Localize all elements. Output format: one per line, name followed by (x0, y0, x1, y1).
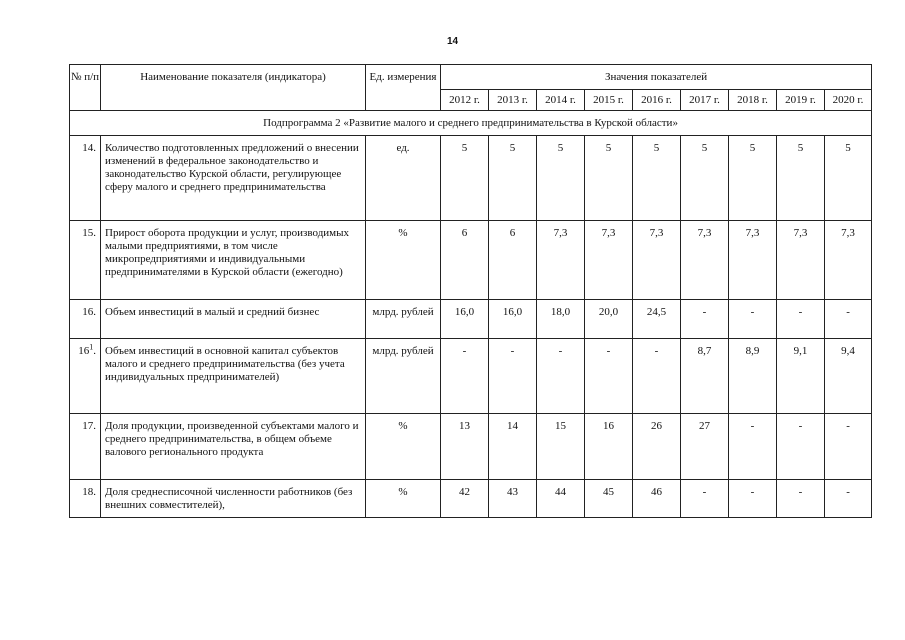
value-cell: 7,3 (825, 221, 872, 300)
indicator-name: Количество подготовленных предложений о внесении изменений в федеральное законодательство и законодательство Курской области, регулирующее сферу малого и среднего предпринимательства (101, 136, 366, 221)
subprogram-title: Подпрограмма 2 «Развитие малого и среднего предпринимательства в Курской области» (70, 111, 872, 136)
value-cell: 14 (489, 414, 537, 480)
value-cell: 8,7 (681, 339, 729, 414)
value-cell: - (825, 414, 872, 480)
value-cell: 5 (681, 136, 729, 221)
value-cell: 7,3 (777, 221, 825, 300)
unit-cell: ед. (366, 136, 441, 221)
value-cell: - (681, 300, 729, 339)
page-number: 14 (446, 36, 459, 47)
value-cell: 16 (585, 414, 633, 480)
value-cell: - (777, 414, 825, 480)
value-cell: 6 (441, 221, 489, 300)
value-cell: - (633, 339, 681, 414)
value-cell: 5 (777, 136, 825, 221)
table-row (70, 414, 872, 480)
value-cell: 5 (537, 136, 585, 221)
value-cell: - (825, 300, 872, 339)
row-number: 17. (70, 414, 101, 480)
value-cell: - (441, 339, 489, 414)
value-cell: 7,3 (537, 221, 585, 300)
row-number: 14. (70, 136, 101, 221)
year-header: 2019 г. (777, 90, 825, 111)
header-unit: Ед. измерения (366, 65, 441, 111)
unit-cell: % (366, 480, 441, 518)
value-cell: 7,3 (681, 221, 729, 300)
indicators-table (69, 64, 872, 518)
value-cell: - (537, 339, 585, 414)
value-cell: - (729, 480, 777, 518)
value-cell: 45 (585, 480, 633, 518)
table-row (70, 221, 872, 300)
row-number: $16^1$. (70, 339, 101, 414)
value-cell: 7,3 (633, 221, 681, 300)
value-cell: - (729, 300, 777, 339)
value-cell: 24,5 (633, 300, 681, 339)
unit-cell: % (366, 414, 441, 480)
header-values: Значения показателей (441, 65, 872, 90)
value-cell: 7,3 (729, 221, 777, 300)
value-cell: - (729, 414, 777, 480)
header-num: № п/п (70, 65, 101, 111)
indicator-name: Объем инвестиций в малый и средний бизнес (101, 300, 366, 339)
value-cell: 42 (441, 480, 489, 518)
table-row (70, 339, 872, 414)
value-cell: 13 (441, 414, 489, 480)
value-cell: 20,0 (585, 300, 633, 339)
value-cell: 15 (537, 414, 585, 480)
year-header: 2014 г. (537, 90, 585, 111)
value-cell: 43 (489, 480, 537, 518)
unit-cell: млрд. рублей (366, 300, 441, 339)
value-cell: - (777, 480, 825, 518)
value-cell: 9,4 (825, 339, 872, 414)
value-cell: - (681, 480, 729, 518)
table-row (70, 136, 872, 221)
year-header: 2013 г. (489, 90, 537, 111)
value-cell: 5 (825, 136, 872, 221)
value-cell: 46 (633, 480, 681, 518)
value-cell: 5 (585, 136, 633, 221)
row-number: 15. (70, 221, 101, 300)
unit-cell: % (366, 221, 441, 300)
year-header: 2012 г. (441, 90, 489, 111)
value-cell: 26 (633, 414, 681, 480)
value-cell: 8,9 (729, 339, 777, 414)
indicator-name: Объем инвестиций в основной капитал субъектов малого и среднего предпринимательства (без учета индивидуальных предпринимателей) (101, 339, 366, 414)
value-cell: 5 (489, 136, 537, 221)
value-cell: - (489, 339, 537, 414)
row-number: 18. (70, 480, 101, 518)
value-cell: - (585, 339, 633, 414)
year-header: 2016 г. (633, 90, 681, 111)
year-header: 2018 г. (729, 90, 777, 111)
value-cell: - (825, 480, 872, 518)
value-cell: 16,0 (441, 300, 489, 339)
header-name: Наименование показателя (индикатора) (101, 65, 366, 111)
value-cell: 9,1 (777, 339, 825, 414)
indicator-name: Прирост оборота продукции и услуг, производимых малыми предприятиями, в том числе микропредприятиями и индивидуальными предпринимателями в Курской области (ежегодно) (101, 221, 366, 300)
value-cell: 7,3 (585, 221, 633, 300)
year-header: 2015 г. (585, 90, 633, 111)
table-row (70, 300, 872, 339)
value-cell: 27 (681, 414, 729, 480)
year-header: 2017 г. (681, 90, 729, 111)
value-cell: 44 (537, 480, 585, 518)
value-cell: 6 (489, 221, 537, 300)
row-number: 16. (70, 300, 101, 339)
value-cell: 5 (441, 136, 489, 221)
value-cell: - (777, 300, 825, 339)
unit-cell: млрд. рублей (366, 339, 441, 414)
value-cell: 18,0 (537, 300, 585, 339)
value-cell: 16,0 (489, 300, 537, 339)
indicator-name: Доля продукции, произведенной субъектами малого и среднего предпринимательства, в общем объеме валового регионального продукта (101, 414, 366, 480)
value-cell: 5 (633, 136, 681, 221)
value-cell: 5 (729, 136, 777, 221)
table-row (70, 480, 872, 518)
year-header: 2020 г. (825, 90, 872, 111)
indicator-name: Доля среднесписочной численности работников (без внешних совместителей), (101, 480, 366, 518)
subprogram-row (70, 111, 872, 136)
